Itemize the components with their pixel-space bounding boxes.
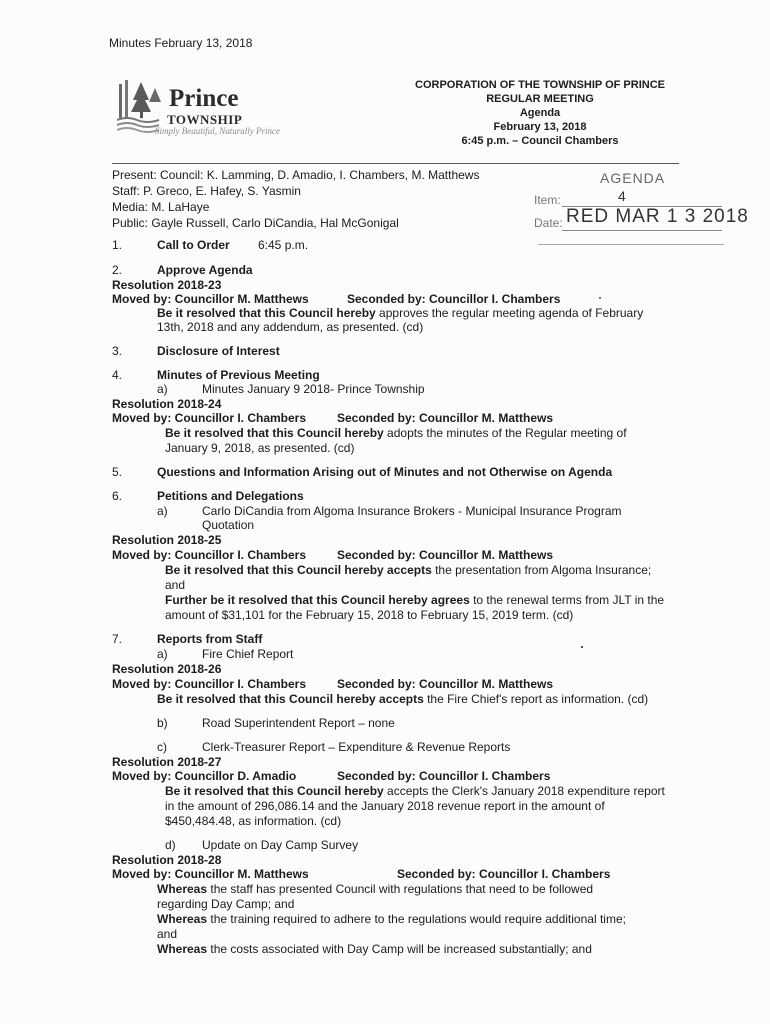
section-number: 5. [112, 465, 123, 479]
whereas-clause: and [157, 927, 178, 941]
resolution-text [157, 306, 643, 320]
sub-item-letter: b) [157, 716, 168, 730]
sub-item-letter: a) [157, 504, 168, 518]
moved-by: Moved by: Councillor D. Amadio [112, 769, 297, 783]
resolution-number: Resolution 2018-23 [112, 278, 222, 292]
resolution-text: $450,484.48, as information. (cd) [165, 814, 342, 828]
stamp-title: AGENDA [600, 170, 666, 186]
seconded-by: Seconded by: Councillor M. Matthews [337, 677, 554, 691]
seconded-by: Seconded by: Councillor I. Chambers [347, 292, 561, 306]
section-title: Questions and Information Arising out of Minutes and not Otherwise on Agenda [157, 465, 613, 479]
logo-name: Prince [169, 85, 239, 112]
whereas-lead: Whereas [157, 912, 208, 926]
whereas-clause [157, 942, 592, 956]
resolution-number: Resolution 2018-26 [112, 662, 222, 676]
stamp-date-value: RED MAR 1 3 2018 [566, 206, 749, 227]
logo-subtitle: TOWNSHIP [167, 112, 243, 127]
meeting-heading [380, 78, 700, 148]
section-title: Call to Order [157, 238, 230, 252]
section-number: 6. [112, 489, 123, 503]
seconded-by: Seconded by: Councillor I. Chambers [337, 769, 551, 783]
resolution-lead: Further be it resolved that this Council hereby agrees [165, 593, 470, 607]
resolution-number: Resolution 2018-25 [112, 533, 222, 547]
resolution-lead: Be it resolved that this Council hereby [165, 426, 384, 440]
whereas-body: the staff has presented Council with regulations that need to be followed [207, 882, 594, 896]
whereas-lead: Whereas [157, 882, 208, 896]
attendance-present: Present: Council: K. Lamming, D. Amadio, I. Chambers, M. Matthews [112, 168, 480, 182]
seconded-by: Seconded by: Councillor M. Matthews [337, 548, 554, 562]
resolution-text [157, 692, 648, 706]
section-number: 3. [112, 344, 123, 358]
corporation-name: CORPORATION OF THE TOWNSHIP OF PRINCE [415, 79, 665, 91]
stamp-line [538, 244, 724, 245]
section-title: Disclosure of Interest [157, 344, 280, 358]
sub-item-text: Minutes January 9 2018- Prince Township [202, 382, 425, 396]
sub-item-text: Update on Day Camp Survey [202, 838, 359, 852]
resolution-lead: Be it resolved that this Council hereby [165, 784, 384, 798]
resolution-number: Resolution 2018-27 [112, 755, 222, 769]
whereas-lead: Whereas [157, 942, 208, 956]
whereas-body: the costs associated with Day Camp will be increased substantially; and [207, 942, 592, 956]
resolution-text [165, 784, 665, 798]
scan-speck [599, 297, 601, 299]
section-detail: 6:45 p.m. [258, 238, 309, 252]
attendance-media: Media: M. LaHaye [112, 200, 210, 214]
meeting-date: February 13, 2018 [493, 121, 587, 133]
sub-item-letter: c) [157, 740, 167, 754]
section-title: Approve Agenda [157, 263, 253, 277]
agenda-stamp [528, 168, 749, 246]
whereas-clause [157, 912, 626, 926]
meeting-time-place: 6:45 p.m. – Council Chambers [461, 135, 619, 147]
resolution-body: to the renewal terms from JLT in the [469, 593, 665, 607]
resolution-body: adopts the minutes of the Regular meeting of [383, 426, 627, 440]
section-title: Petitions and Delegations [157, 489, 304, 503]
resolution-body: approves the regular meeting agenda of February [375, 306, 644, 320]
resolution-lead: Be it resolved that this Council hereby accepts [165, 563, 432, 577]
header-rule [112, 163, 679, 164]
resolution-text: and [165, 578, 186, 592]
whereas-body: the training required to adhere to the regulations would require additional time; [207, 912, 626, 926]
resolution-number: Resolution 2018-24 [112, 397, 222, 411]
resolution-text [165, 593, 664, 607]
moved-by: Moved by: Councillor I. Chambers [112, 411, 307, 425]
section-number: 4. [112, 368, 123, 382]
resolution-body: the Fire Chief's report as information. (cd) [423, 692, 649, 706]
moved-by: Moved by: Councillor M. Matthews [112, 867, 309, 881]
resolution-body: accepts the Clerk's January 2018 expenditure report [383, 784, 665, 798]
stamp-item-value: 4 [618, 188, 626, 204]
section-title: Minutes of Previous Meeting [157, 368, 320, 382]
stamp-item-label: Item: [534, 193, 561, 207]
attendance-staff: Staff: P. Greco, E. Hafey, S. Yasmin [112, 184, 301, 198]
sub-item-text: Clerk-Treasurer Report – Expenditure & Revenue Reports [202, 740, 511, 754]
resolution-lead: Be it resolved that this Council hereby [157, 306, 376, 320]
township-logo [115, 78, 315, 138]
section-number: 7. [112, 632, 123, 646]
seconded-by: Seconded by: Councillor I. Chambers [397, 867, 611, 881]
sub-item-text: Carlo DiCandia from Algoma Insurance Brokers - Municipal Insurance Program [202, 504, 622, 518]
meeting-type: REGULAR MEETING [486, 93, 594, 105]
whereas-clause: regarding Day Camp; and [157, 897, 295, 911]
section-title: Reports from Staff [157, 632, 263, 646]
meeting-doc: Agenda [519, 107, 561, 119]
section-number: 2. [112, 263, 123, 277]
section-number: 1. [112, 238, 123, 252]
moved-by: Moved by: Councillor I. Chambers [112, 548, 307, 562]
header-note: Minutes February 13, 2018 [109, 36, 253, 50]
sub-item-text: Fire Chief Report [202, 647, 294, 661]
resolution-text: in the amount of 296,086.14 and the January 2018 revenue report in the amount of [165, 799, 605, 813]
sub-item-text: Road Superintendent Report – none [202, 716, 395, 730]
scan-speck [581, 646, 583, 648]
resolution-body: the presentation from Algoma Insurance; [431, 563, 652, 577]
moved-by: Moved by: Councillor I. Chambers [112, 677, 307, 691]
resolution-text [165, 563, 651, 577]
resolution-text: amount of $31,101 for the February 15, 2018 to February 15, 2019 term. (cd) [165, 608, 574, 622]
sub-item-letter: a) [157, 647, 168, 661]
whereas-clause [157, 882, 593, 896]
logo-tagline: Simply Beautiful, Naturally Prince [155, 126, 280, 136]
stamp-line [562, 230, 722, 231]
resolution-text: 13th, 2018 and any addendum, as presented. (cd) [157, 320, 424, 334]
seconded-by: Seconded by: Councillor M. Matthews [337, 411, 554, 425]
attendance-public: Public: Gayle Russell, Carlo DiCandia, Hal McGonigal [112, 216, 399, 230]
stamp-date-label: Date: [534, 216, 563, 230]
moved-by: Moved by: Councillor M. Matthews [112, 292, 309, 306]
sub-item-letter: d) [165, 838, 176, 852]
resolution-text [165, 426, 627, 440]
resolution-text: January 9, 2018, as presented. (cd) [165, 441, 355, 455]
resolution-lead: Be it resolved that this Council hereby accepts [157, 692, 424, 706]
sub-item-text: Quotation [202, 518, 255, 532]
resolution-number: Resolution 2018-28 [112, 853, 222, 867]
sub-item-letter: a) [157, 382, 168, 396]
